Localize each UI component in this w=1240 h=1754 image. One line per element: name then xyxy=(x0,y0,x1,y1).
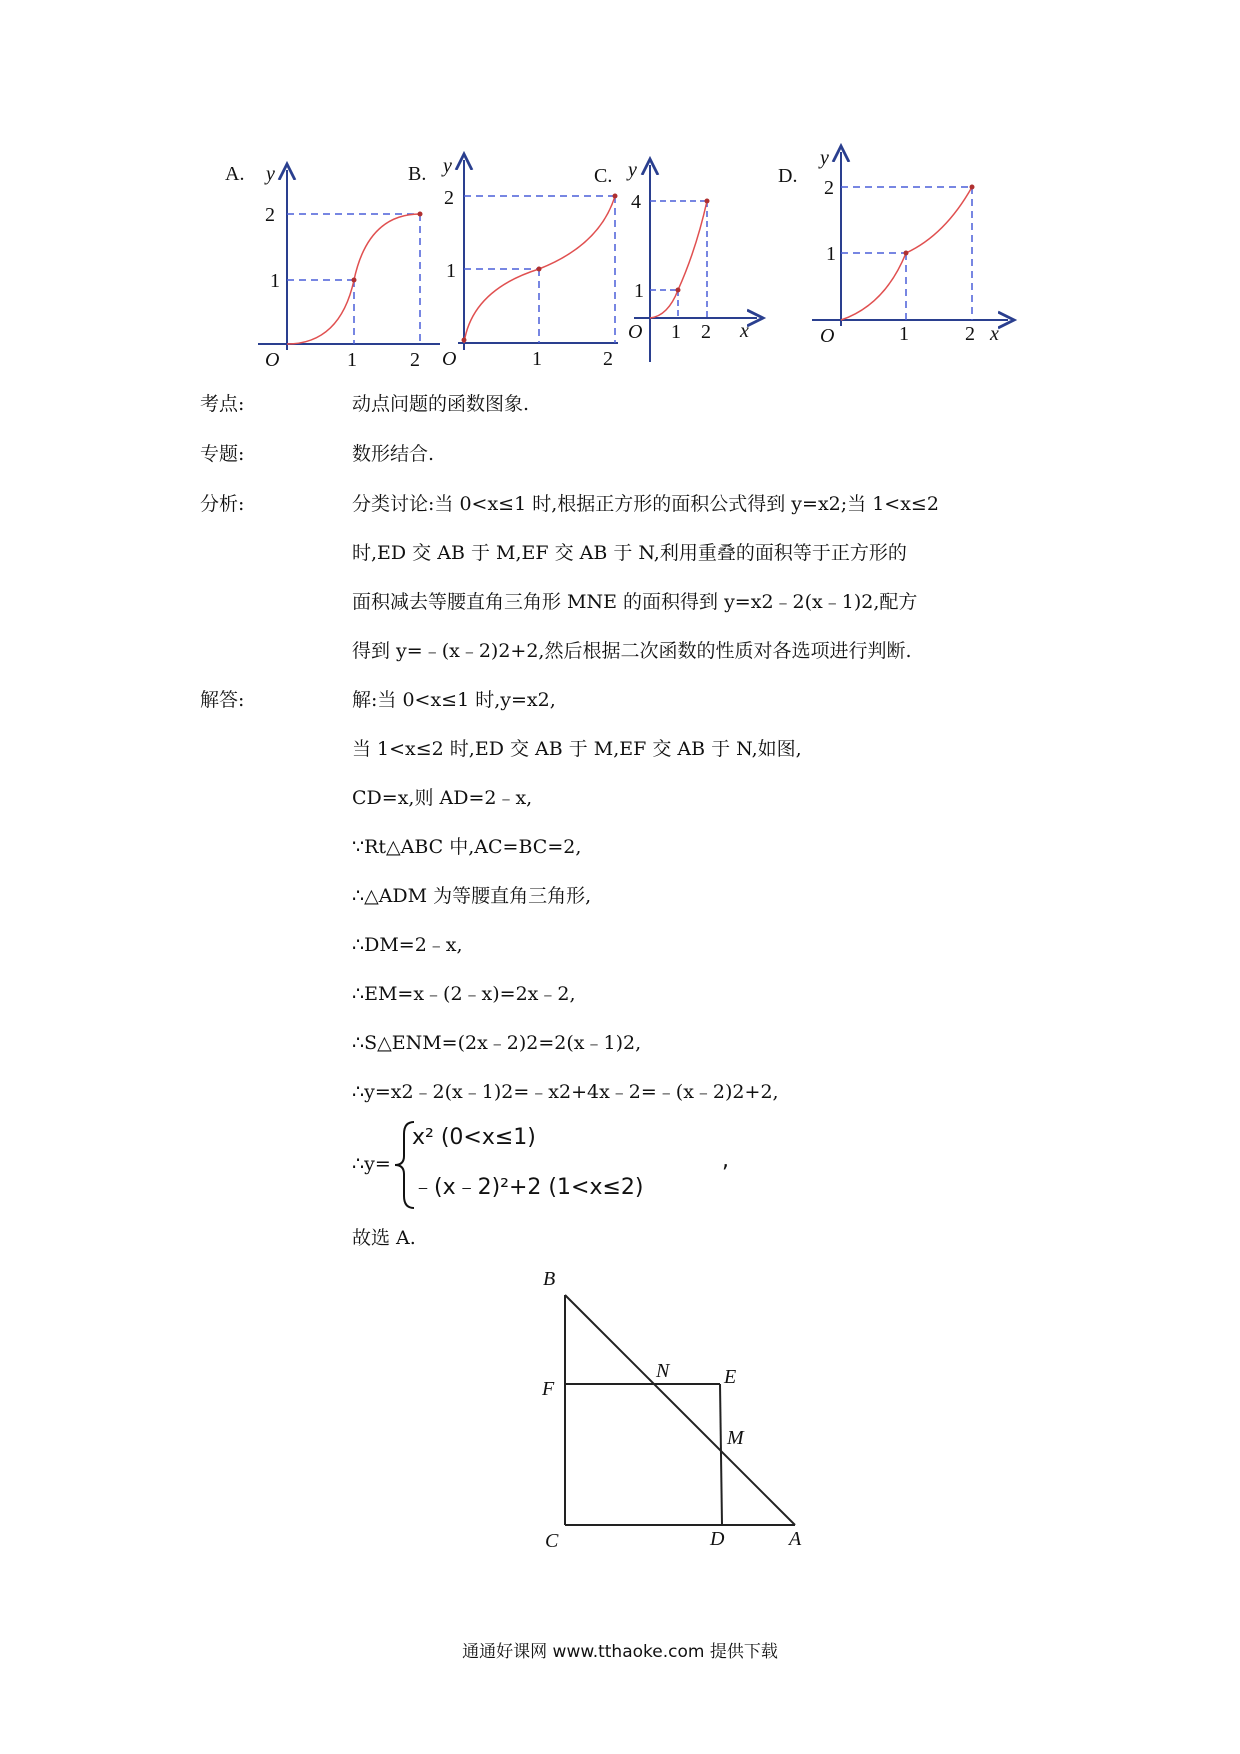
option-b-origin: O xyxy=(442,348,457,370)
point-c-label: C xyxy=(545,1530,559,1552)
option-b-y-tick-1: 1 xyxy=(446,260,456,282)
option-b-graph[interactable] xyxy=(408,155,618,370)
piecewise-suffix: , xyxy=(722,1148,729,1173)
option-d-graph[interactable] xyxy=(778,147,1008,347)
option-c-x-tick-2: 2 xyxy=(701,321,711,343)
conclusion: 故选 A. xyxy=(352,1227,416,1249)
option-a-y-tick-2: 2 xyxy=(265,204,275,226)
option-c-letter: C. xyxy=(594,165,613,187)
piecewise-prefix: ∴y= xyxy=(352,1153,391,1175)
jieda-line-4: ∵Rt△ABC 中,AC=BC=2, xyxy=(352,836,582,858)
zhuanti-label: 专题: xyxy=(200,443,245,465)
option-d-letter: D. xyxy=(778,165,798,187)
zhuanti-text: 数形结合. xyxy=(352,443,435,465)
jieda-line-9: ∴y=x2﹣2(x﹣1)2=﹣x2+4x﹣2=﹣(x﹣2)2+2, xyxy=(352,1081,779,1103)
option-c-origin: O xyxy=(628,321,643,343)
point-n-label: N xyxy=(656,1360,670,1382)
fenxi-line-1: 分类讨论:当 0<x≤1 时,根据正方形的面积公式得到 y=x2;当 1<x≤2 xyxy=(352,493,939,515)
jieda-line-5: ∴△ADM 为等腰直角三角形, xyxy=(352,885,592,907)
point-m-label: M xyxy=(727,1427,744,1449)
jieda-line-6: ∴DM=2﹣x, xyxy=(352,934,463,956)
option-d-x-axis-label: x xyxy=(990,323,999,345)
kaodian-text: 动点问题的函数图象. xyxy=(352,393,530,415)
option-a-letter: A. xyxy=(225,163,245,185)
option-c-x-tick-1: 1 xyxy=(671,321,681,343)
option-c-y-axis-label: y xyxy=(628,159,637,181)
option-a-x-tick-2: 2 xyxy=(410,349,420,371)
option-b-y-tick-2: 2 xyxy=(444,187,454,209)
fenxi-label: 分析: xyxy=(200,493,245,515)
option-a-x-tick-1: 1 xyxy=(347,349,357,371)
option-d-y-tick-1: 1 xyxy=(826,243,836,265)
piecewise-case-1: x² (0<x≤1) xyxy=(412,1125,536,1150)
option-a-origin: O xyxy=(265,349,280,371)
option-a-y-axis-label: y xyxy=(266,163,275,185)
jieda-line-7: ∴EM=x﹣(2﹣x)=2x﹣2, xyxy=(352,983,576,1005)
option-d-y-axis-label: y xyxy=(820,147,829,169)
option-c-y-tick-4: 4 xyxy=(631,191,641,213)
option-a-graph[interactable] xyxy=(225,163,440,371)
option-c-y-tick-1: 1 xyxy=(634,280,644,302)
point-f-label: F xyxy=(542,1378,555,1400)
geometry-figure xyxy=(530,1265,830,1555)
point-e-label: E xyxy=(724,1366,737,1388)
jieda-line-8: ∴S△ENM=(2x﹣2)2=2(x﹣1)2, xyxy=(352,1032,642,1054)
option-b-x-tick-1: 1 xyxy=(532,348,542,370)
option-b-letter: B. xyxy=(408,163,427,185)
jieda-line-2: 当 1<x≤2 时,ED 交 AB 于 M,EF 交 AB 于 N,如图, xyxy=(352,738,802,760)
page-footer: 通通好课网 www.tthaoke.com 提供下载 xyxy=(462,1642,778,1662)
jieda-label: 解答: xyxy=(200,689,245,711)
option-d-origin: O xyxy=(820,325,835,347)
option-a-y-tick-1: 1 xyxy=(270,270,280,292)
option-b-x-tick-2: 2 xyxy=(603,348,613,370)
option-b-y-axis-label: y xyxy=(443,155,452,177)
point-b-label: B xyxy=(543,1268,556,1290)
jieda-line-3: CD=x,则 AD=2﹣x, xyxy=(352,787,533,809)
point-a-label: A xyxy=(789,1528,802,1550)
fenxi-line-3: 面积减去等腰直角三角形 MNE 的面积得到 y=x2﹣2(x﹣1)2,配方 xyxy=(352,591,918,613)
option-d-x-tick-1: 1 xyxy=(899,323,909,345)
option-d-x-tick-2: 2 xyxy=(965,323,975,345)
kaodian-label: 考点: xyxy=(200,393,245,415)
answer-option-graphs xyxy=(0,0,1240,400)
option-d-y-tick-2: 2 xyxy=(824,177,834,199)
fenxi-line-4: 得到 y=﹣(x﹣2)2+2,然后根据二次函数的性质对各选项进行判断. xyxy=(352,640,912,662)
jieda-line-1: 解:当 0<x≤1 时,y=x2, xyxy=(352,689,556,711)
option-c-graph[interactable] xyxy=(594,159,757,362)
option-c-x-axis-label: x xyxy=(740,320,749,342)
point-d-label: D xyxy=(710,1528,725,1550)
piecewise-case-2: ﹣(x﹣2)²+2 (1<x≤2) xyxy=(412,1175,644,1200)
fenxi-line-2: 时,ED 交 AB 于 M,EF 交 AB 于 N,利用重叠的面积等于正方形的 xyxy=(352,542,907,564)
